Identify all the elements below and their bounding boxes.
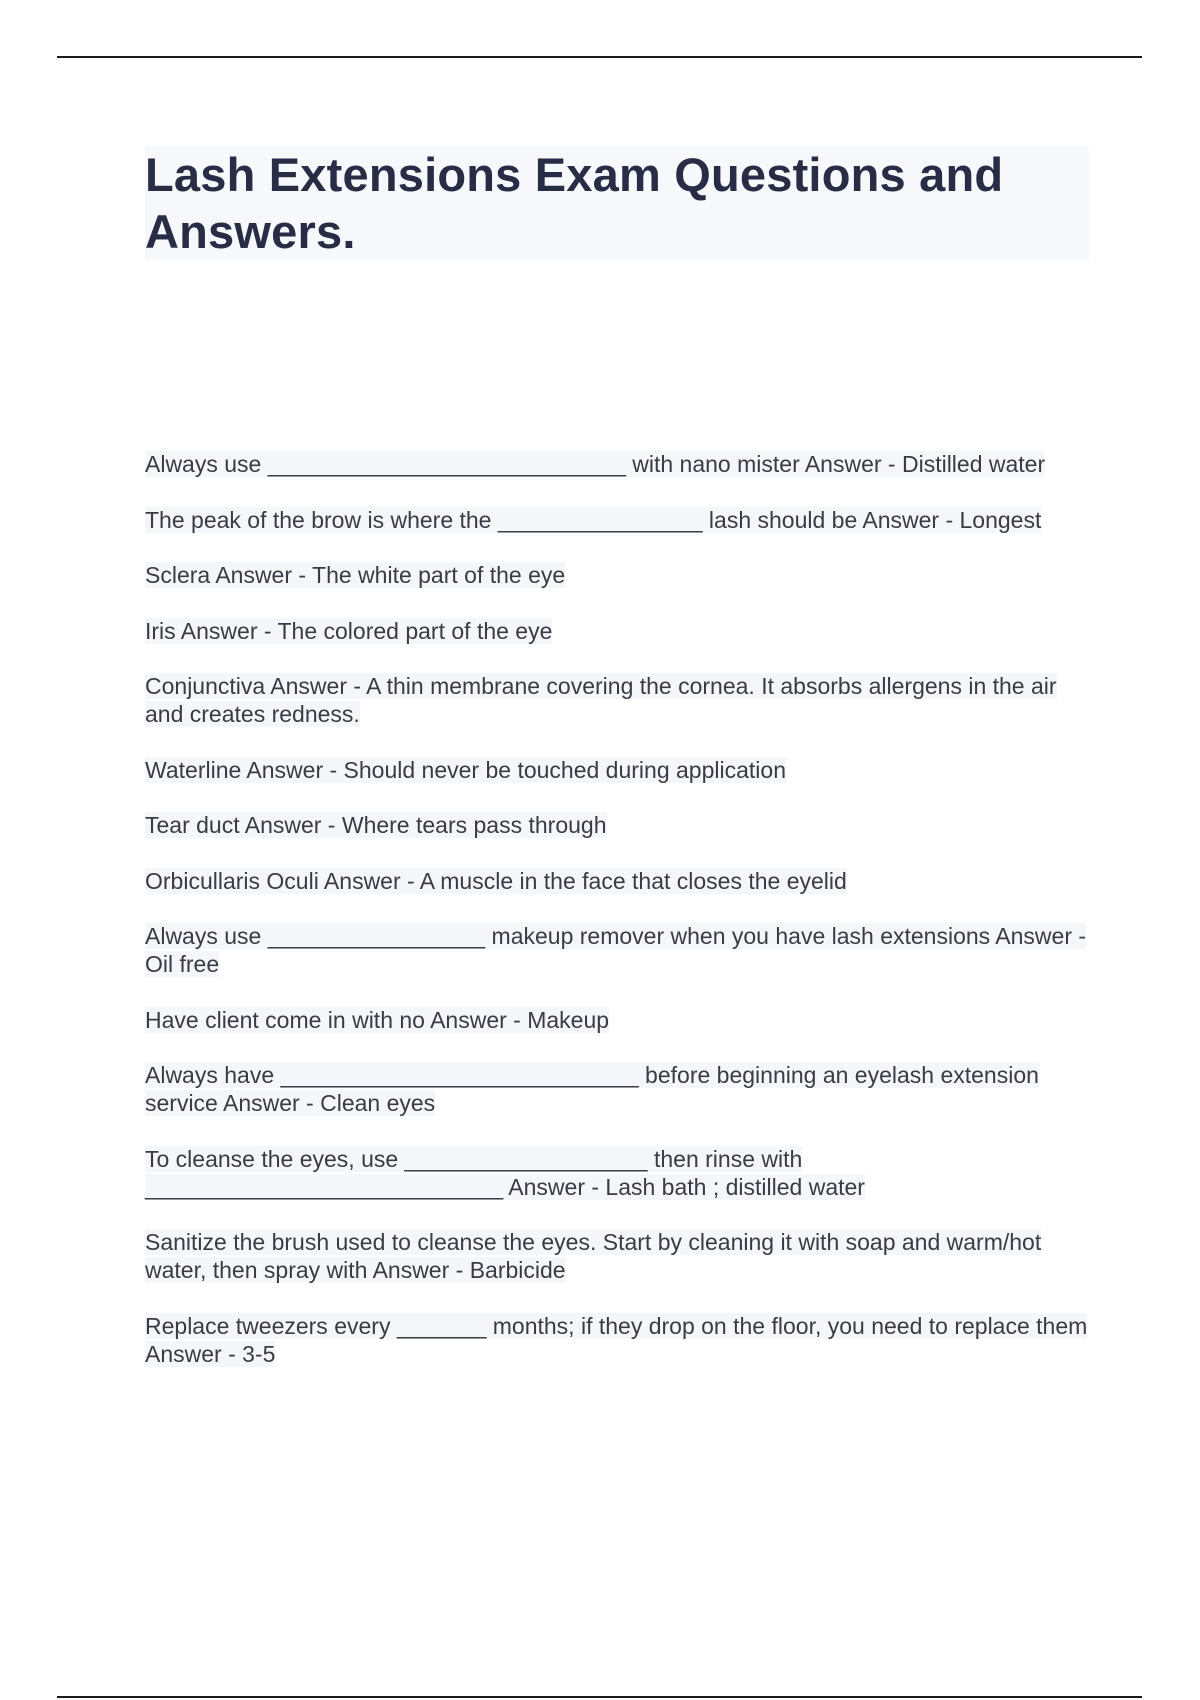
qa-text: Have client come in with no Answer - Makeup: [145, 1006, 610, 1033]
qa-text: Orbicullaris Oculi Answer - A muscle in the face that closes the eyelid: [145, 867, 847, 894]
top-rule: [57, 56, 1142, 58]
qa-item-13: [145, 1228, 1091, 1284]
qa-item-14: [145, 1312, 1091, 1368]
bottom-rule: [57, 1696, 1142, 1698]
qa-item-3: [145, 561, 1091, 589]
qa-text: Waterline Answer - Should never be touched during application: [145, 756, 786, 783]
qa-text: To cleanse the eyes, use ___________________ then rinse with ____________________________ Answer - Lash bath ; distilled water: [145, 1145, 865, 1200]
qa-item-6: [145, 756, 1091, 784]
qa-item-12: [145, 1145, 1091, 1201]
qa-item-5: [145, 672, 1091, 728]
qa-item-1: [145, 450, 1091, 478]
qa-item-9: [145, 922, 1091, 978]
qa-item-7: [145, 811, 1091, 839]
qa-text: Always have ____________________________ before beginning an eyelash extension service Answer - Clean eyes: [145, 1062, 1039, 1116]
qa-item-11: [145, 1061, 1091, 1117]
qa-item-2: [145, 506, 1091, 534]
qa-text: Conjunctiva Answer - A thin membrane covering the cornea. It absorbs allergens in the air and creates redness.: [145, 673, 1057, 727]
qa-text: Always use _________________ makeup remover when you have lash extensions Answer - Oil free: [145, 923, 1087, 977]
qa-list: [145, 450, 1091, 1395]
page-title: Lash Extensions Exam Questions and Answers.: [145, 148, 1004, 258]
qa-item-10: [145, 1006, 1091, 1034]
qa-item-8: [145, 867, 1091, 895]
qa-text: Replace tweezers every _______ months; if they drop on the floor, you need to replace them Answer - 3-5: [145, 1312, 1088, 1367]
qa-text: Always use ____________________________ with nano mister Answer - Distilled water: [145, 451, 1046, 477]
qa-text: Iris Answer - The colored part of the eye: [145, 617, 553, 644]
qa-text: Sclera Answer - The white part of the eye: [145, 562, 566, 588]
title-block: [145, 146, 1089, 260]
qa-text: Tear duct Answer - Where tears pass through: [145, 812, 607, 838]
qa-item-4: [145, 617, 1091, 645]
qa-text: Sanitize the brush used to cleanse the eyes. Start by cleaning it with soap and warm/hot water, then spray with Answer - Barbicide: [145, 1229, 1042, 1283]
qa-text: The peak of the brow is where the ________________ lash should be Answer - Longest: [145, 506, 1042, 533]
